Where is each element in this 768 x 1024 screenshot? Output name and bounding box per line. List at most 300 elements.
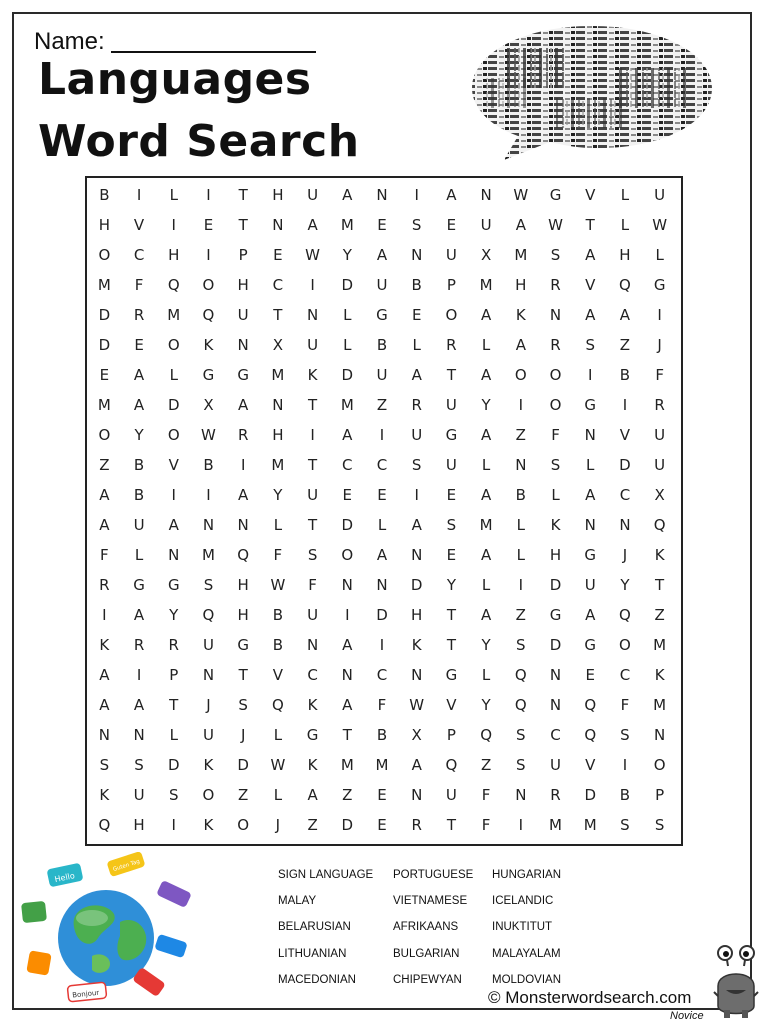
grid-letter: H [272, 186, 284, 204]
grid-letter: I [518, 396, 524, 414]
grid-letter: U [654, 186, 666, 204]
grid-letter: Q [98, 816, 111, 834]
grid-letter: H [411, 606, 423, 624]
grid-letter: N [480, 186, 492, 204]
grid-letter: Y [134, 426, 144, 444]
grid-letter: E [99, 366, 110, 384]
word-list-item: MALAYALAM [492, 947, 561, 960]
grid-letter: N [411, 546, 423, 564]
grid-letter: D [549, 576, 562, 594]
grid-letter: E [203, 216, 214, 234]
bubble-guten-tag-text: Guten Tag [112, 858, 141, 874]
grid-letter: E [377, 216, 387, 234]
grid-letter: L [412, 336, 421, 354]
grid-letter: T [273, 306, 283, 324]
grid-letter: T [655, 576, 665, 594]
grid-letter: U [133, 516, 145, 534]
grid-letter: S [585, 336, 595, 354]
grid-letter: H [168, 246, 180, 264]
grid-letter: U [654, 456, 666, 474]
grid-letter: N [237, 516, 249, 534]
grid-letter: U [654, 426, 666, 444]
grid-letter: A [411, 516, 422, 534]
grid-letter: G [202, 366, 215, 384]
grid-letter: I [310, 276, 315, 294]
grid-letter: O [514, 366, 527, 384]
grid-letter: G [549, 606, 562, 624]
grid-letter: A [133, 606, 145, 624]
grid-letter: I [379, 426, 385, 444]
grid-letter: K [203, 336, 214, 354]
grid-letter: Q [445, 756, 458, 774]
grid-letter: F [481, 816, 491, 834]
grid-letter: B [515, 486, 526, 504]
word-list-item: SIGN LANGUAGE [278, 869, 374, 882]
grid-letter: X [272, 336, 284, 354]
grid-letter: E [377, 786, 387, 804]
grid-letter: Z [515, 606, 526, 624]
grid-letter: H [237, 606, 249, 624]
bubble-bonjour-text: Bonjour [71, 988, 100, 1000]
grid-letter: L [551, 486, 560, 504]
grid-letter: A [342, 186, 353, 204]
grid-letter: A [480, 486, 492, 504]
grid-letter: B [411, 276, 422, 294]
grid-letter: C [619, 666, 631, 684]
grid-letter: G [133, 576, 145, 594]
grid-letter: D [619, 456, 631, 474]
grid-letter: Z [307, 816, 318, 834]
grid-letter: D [376, 606, 388, 624]
grid-letter: S [238, 696, 248, 714]
grid-letter: Z [619, 336, 631, 354]
grid-letter: R [411, 396, 422, 414]
grid-letter: A [99, 696, 110, 714]
page-title-line-1: Languages [38, 54, 312, 105]
grid-letter: U [445, 396, 457, 414]
grid-letter: I [622, 396, 628, 414]
grid-letter: T [446, 816, 456, 834]
grid-letter: H [515, 276, 527, 294]
grid-letter: R [237, 426, 249, 444]
grid-letter: C [619, 486, 631, 504]
grid-letter: K [203, 816, 214, 834]
grid-letter: U [480, 216, 492, 234]
grid-letter: A [480, 426, 492, 444]
grid-letter: W [270, 576, 286, 594]
grid-letter: I [240, 456, 246, 474]
word-list-item: PORTUGUESE [393, 869, 474, 882]
grid-letter: Q [202, 606, 215, 624]
speech-bubble-right-icon [156, 880, 192, 908]
grid-letter: I [657, 306, 662, 324]
grid-letter: K [654, 666, 665, 684]
grid-letter: I [171, 486, 176, 504]
grid-letter: A [585, 246, 596, 264]
grid-letter: T [308, 396, 318, 414]
grid-letter: S [168, 786, 179, 804]
grid-letter: O [98, 246, 111, 264]
grid-letter: T [342, 726, 352, 744]
grid-letter: U [584, 576, 596, 594]
grid-letter: I [414, 186, 419, 204]
grid-letter: G [584, 636, 597, 654]
grid-letter: L [620, 216, 630, 234]
grid-letter: D [549, 636, 562, 654]
grid-letter: N [341, 576, 353, 594]
grid-letter: A [238, 396, 249, 414]
grid-letter: G [445, 666, 458, 684]
word-list-item: LITHUANIAN [278, 947, 347, 960]
grid-letter: O [237, 816, 250, 834]
grid-letter: I [379, 636, 385, 654]
grid-letter: I [206, 246, 211, 264]
grid-letter: M [167, 306, 181, 324]
grid-letter: A [480, 546, 492, 564]
grid-letter: S [620, 726, 630, 744]
grid-letter: K [307, 366, 318, 384]
grid-letter: S [411, 456, 422, 474]
grid-letter: O [619, 636, 631, 654]
grid-letter: I [310, 426, 315, 444]
grid-letter: S [134, 756, 144, 774]
grid-letter: V [585, 276, 596, 294]
grid-letter: E [446, 486, 457, 504]
bubble-hello-text: Hello [53, 871, 76, 885]
grid-letter: B [376, 336, 388, 354]
grid-letter: O [167, 336, 180, 354]
grid-letter: R [133, 306, 145, 324]
grid-letter: U [376, 366, 388, 384]
grid-letter: M [201, 546, 215, 564]
grid-letter: K [515, 306, 526, 324]
grid-letter: Y [446, 576, 456, 594]
grid-letter: M [340, 216, 354, 234]
grid-letter: I [518, 576, 524, 594]
grid-letter: A [376, 546, 388, 564]
grid-letter: Q [514, 696, 527, 714]
grid-letter: K [307, 696, 318, 714]
grid-letter: N [202, 516, 215, 534]
grid-letter: F [620, 696, 630, 714]
grid-letter: A [342, 636, 353, 654]
grid-letter: A [480, 606, 492, 624]
grid-letter: C [272, 276, 284, 294]
grid-letter: U [411, 426, 423, 444]
grid-letter: I [588, 366, 593, 384]
grid-letter: H [619, 246, 631, 264]
grid-letter: S [654, 816, 665, 834]
grid-letter: S [307, 546, 318, 564]
grid-letter: U [133, 786, 145, 804]
grid-letter: J [206, 696, 211, 714]
grid-letter: H [133, 816, 145, 834]
grid-letter: H [237, 276, 249, 294]
grid-letter: K [99, 786, 110, 804]
grid-letter: O [549, 396, 562, 414]
grid-letter: Y [342, 246, 352, 264]
grid-letter: L [655, 246, 664, 264]
grid-letter: L [343, 336, 352, 354]
grid-letter: N [411, 786, 423, 804]
grid-letter: U [307, 486, 319, 504]
grid-letter: N [549, 666, 562, 684]
grid-letter: G [167, 576, 180, 594]
grid-letter: V [585, 756, 596, 774]
grid-letter: N [98, 726, 110, 744]
monster-mascot-icon [708, 944, 764, 1022]
grid-letter: X [411, 726, 422, 744]
grid-letter: R [168, 636, 179, 654]
difficulty-level: Novice [670, 1010, 704, 1022]
grid-letter: I [622, 756, 628, 774]
grid-letter: T [308, 516, 318, 534]
grid-letter: N [237, 336, 249, 354]
grid-letter: Z [99, 456, 110, 474]
grid-letter: F [481, 786, 491, 804]
grid-letter: P [238, 246, 248, 264]
speech-bubble-green-left-icon [21, 901, 47, 923]
grid-letter: D [584, 786, 596, 804]
grid-letter: U [550, 756, 562, 774]
grid-letter: K [411, 636, 422, 654]
grid-letter: Q [653, 516, 666, 534]
speech-bubble-orange-left-icon [26, 950, 51, 975]
grid-letter: B [376, 726, 388, 744]
grid-letter: T [446, 366, 456, 384]
grid-letter: N [584, 516, 596, 534]
grid-letter: Y [481, 396, 491, 414]
grid-letter: E [411, 306, 422, 324]
word-list-item: MALAY [278, 895, 317, 908]
grid-letter: A [168, 516, 179, 534]
word-list-item: CHIPEWYAN [393, 973, 462, 986]
grid-letter: A [342, 426, 353, 444]
grid-letter: K [99, 636, 110, 654]
grid-letter: B [272, 636, 284, 654]
grid-letter: H [272, 426, 284, 444]
grid-letter: T [169, 696, 179, 714]
grid-letter: B [619, 366, 631, 384]
grid-letter: E [342, 486, 353, 504]
grid-letter: L [481, 336, 491, 354]
grid-letter: A [585, 606, 596, 624]
grid-letter: B [99, 186, 110, 204]
grid-letter: N [619, 516, 631, 534]
globe-illustration [18, 852, 200, 1010]
grid-letter: O [653, 756, 666, 774]
name-blank-line [111, 51, 316, 53]
grid-letter: L [481, 576, 491, 594]
grid-letter: N [376, 186, 388, 204]
grid-letter: B [619, 786, 631, 804]
grid-letter: S [620, 816, 630, 834]
grid-letter: U [202, 636, 214, 654]
grid-letter: G [549, 186, 562, 204]
grid-letter: C [307, 666, 318, 684]
grid-letter: A [133, 366, 145, 384]
grid-letter: W [513, 186, 529, 204]
grid-letter: L [343, 306, 352, 324]
grid-letter: B [272, 606, 284, 624]
grid-letter: A [342, 696, 353, 714]
word-search-grid [87, 178, 681, 844]
grid-letter: T [238, 666, 248, 684]
grid-letter: W [548, 216, 563, 234]
grid-letter: G [237, 366, 249, 384]
grid-letter: I [102, 606, 107, 624]
grid-letter: W [270, 756, 286, 774]
word-list-item: INUKTITUT [492, 921, 553, 934]
grid-letter: Y [620, 576, 630, 594]
grid-letter: H [237, 576, 249, 594]
grid-letter: K [550, 516, 561, 534]
grid-letter: X [654, 486, 665, 504]
speech-bubble-bonjour-icon [67, 982, 106, 1002]
grid-letter: T [238, 186, 248, 204]
grid-letter: S [203, 576, 214, 594]
grid-letter: M [583, 816, 597, 834]
grid-letter: L [620, 186, 630, 204]
grid-letter: M [549, 816, 562, 834]
grid-letter: C [550, 726, 561, 744]
grid-letter: N [133, 726, 145, 744]
grid-letter: I [206, 186, 211, 204]
grid-letter: E [273, 246, 283, 264]
grid-letter: V [133, 216, 145, 234]
grid-letter: U [307, 606, 319, 624]
grid-letter: S [516, 756, 526, 774]
grid-letter: W [201, 426, 216, 444]
grid-letter: J [657, 336, 662, 354]
grid-letter: Y [273, 486, 283, 504]
grid-letter: A [307, 216, 318, 234]
grid-letter: U [376, 276, 388, 294]
grid-letter: X [480, 246, 492, 264]
grid-letter: N [411, 246, 423, 264]
grid-letter: R [133, 636, 145, 654]
grid-letter: H [98, 216, 110, 234]
grid-letter: F [308, 576, 317, 594]
word-list-item: HUNGARIAN [492, 869, 562, 882]
grid-letter: R [550, 786, 561, 804]
grid-letter: G [306, 726, 319, 744]
grid-letter: R [654, 396, 665, 414]
grid-letter: Q [584, 726, 597, 744]
grid-letter: M [653, 696, 667, 714]
grid-letter: N [549, 696, 562, 714]
grid-letter: T [446, 606, 456, 624]
grid-letter: Z [480, 756, 492, 774]
grid-letter: B [203, 456, 214, 474]
grid-letter: L [586, 456, 595, 474]
grid-letter: W [652, 216, 668, 234]
speech-bubble-guten-tag-icon [106, 852, 145, 877]
grid-letter: A [411, 756, 422, 774]
grid-letter: L [273, 726, 283, 744]
grid-letter: A [376, 246, 388, 264]
grid-letter: L [516, 546, 525, 564]
grid-letter: N [584, 426, 596, 444]
grid-letter: M [479, 276, 493, 294]
grid-letter: C [133, 246, 145, 264]
grid-letter: I [206, 486, 211, 504]
grid-letter: J [622, 546, 628, 564]
grid-letter: G [653, 276, 666, 294]
grid-letter: V [619, 426, 631, 444]
grid-letter: D [341, 366, 354, 384]
grid-letter: D [341, 276, 354, 294]
grid-letter: P [169, 666, 179, 684]
grid-letter: N [549, 306, 562, 324]
grid-letter: Q [480, 726, 493, 744]
word-list-item: ICELANDIC [492, 895, 554, 908]
grid-letter: R [550, 276, 561, 294]
grid-letter: J [240, 726, 246, 744]
grid-letter: A [515, 216, 526, 234]
grid-letter: I [136, 666, 142, 684]
grid-letter: F [377, 696, 387, 714]
grid-letter: K [654, 546, 665, 564]
grid-letter: G [237, 636, 249, 654]
grid-letter: Q [619, 606, 631, 624]
grid-letter: O [202, 276, 215, 294]
speech-bubble-word-cloud [466, 18, 718, 164]
word-search-grid-box [85, 176, 683, 846]
grid-letter: A [99, 666, 110, 684]
grid-letter: B [133, 456, 145, 474]
grid-letter: M [340, 756, 354, 774]
grid-letter: Q [619, 276, 631, 294]
grid-letter: M [271, 456, 285, 474]
grid-letter: K [203, 756, 214, 774]
grid-letter: Q [202, 306, 215, 324]
grid-letter: U [445, 246, 457, 264]
grid-letter: D [341, 516, 354, 534]
grid-letter: L [481, 456, 491, 474]
grid-letter: J [275, 816, 281, 834]
grid-letter: E [377, 816, 387, 834]
grid-letter: A [133, 396, 145, 414]
grid-letter: T [446, 636, 456, 654]
grid-letter: Q [514, 666, 527, 684]
word-list-item: MOLDOVIAN [492, 973, 562, 986]
grid-letter: G [584, 396, 597, 414]
grid-letter: R [411, 816, 422, 834]
grid-letter: O [341, 546, 354, 564]
grid-letter: A [585, 306, 596, 324]
grid-letter: X [203, 396, 214, 414]
grid-letter: L [273, 516, 283, 534]
grid-letter: F [273, 546, 283, 564]
grid-letter: A [238, 486, 249, 504]
grid-letter: U [307, 186, 319, 204]
grid-letter: N [306, 636, 319, 654]
grid-letter: S [446, 516, 457, 534]
word-list-item: BELARUSIAN [278, 921, 351, 934]
grid-letter: A [480, 306, 492, 324]
grid-letter: L [516, 516, 525, 534]
grid-letter: C [342, 456, 353, 474]
grid-letter: Y [169, 606, 179, 624]
grid-letter: Z [654, 606, 665, 624]
grid-letter: A [307, 786, 318, 804]
word-list-item: BULGARIAN [393, 947, 460, 960]
grid-letter: A [99, 486, 110, 504]
grid-letter: L [169, 366, 178, 384]
grid-letter: Z [342, 786, 353, 804]
grid-letter: B [133, 486, 145, 504]
